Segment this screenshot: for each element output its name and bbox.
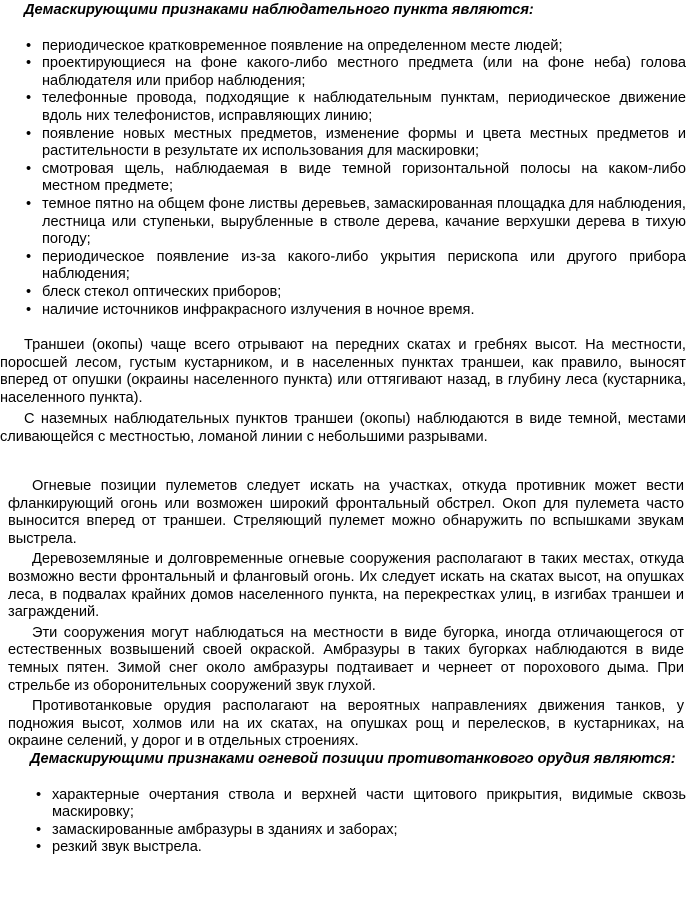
antitank-heading: Демаскирующими признаками огневой позиции противотанкового орудия являются:	[30, 750, 676, 767]
antitank-signs-list	[0, 787, 690, 857]
machine-gun-paragraph: Огневые позиции пулеметов следует искать на участках, откуда противник может вести фланкирующий огонь или возможен широкий фронтальный обстрел. Окоп для пулемета часто выносится вперед от траншеи. Стреляющий пулемет можно обнаружить по вспышками звукам выстрела.	[8, 478, 684, 547]
observation-signs-list	[0, 38, 690, 320]
list-item: • появление новых местных предметов, изменение формы и цвета местных предметов и растительности в результате их использования для маскировки;	[0, 126, 690, 161]
list-item: • темное пятно на общем фоне листвы деревьев, замаскированная площадка для наблюдения, лестница или ступеньки, вырубленные в стволе дерева, качание верхушки дерева в тихую погоду;	[0, 196, 690, 249]
antitank-paragraph: Противотанковые орудия располагают на вероятных направлениях движения танков, у подножия высот, холмов или на их скатах, на опушках рощ и перелесков, в кустарниках, на окраине селений, у дорог и в отдельных строениях.	[8, 698, 684, 750]
observation-heading: Демаскирующими признаками наблюдательного пункта являются:	[24, 2, 534, 18]
observation-section	[0, 0, 690, 447]
list-item: • периодическое появление из-за какого-либо укрытия перископа или другого прибора наблюдения;	[0, 249, 690, 284]
list-item: • телефонные провода, подходящие к наблюдательным пунктам, периодическое движение вдоль них телефонистов, исправляющих линию;	[0, 90, 690, 125]
list-item: • характерные очертания ствола и верхней части щитового прикрытия, видимые сквозь маскировку;	[0, 787, 690, 822]
trenches-paragraph-2: С наземных наблюдательных пунктов траншеи (окопы) наблюдаются в виде темной, местами сливающейся с местностью, ломаной линии с небольшими разрывами.	[0, 411, 686, 446]
list-item: • замаскированные амбразуры в зданиях и заборах;	[0, 822, 690, 840]
list-item: • блеск стекол оптических приборов;	[0, 284, 690, 302]
list-item: • смотровая щель, наблюдаемая в виде темной горизонтальной полосы на каком-либо местном предмете;	[0, 161, 690, 196]
trenches-paragraph-1: Траншеи (окопы) чаще всего отрывают на передних скатах и гребнях высот. На местности, поросшей лесом, густым кустарником, и в населенных пунктах траншеи, как правило, выносят вперед от опушки (окраины населенного пункта) или оттягивают назад, в глубину леса (кустарника, населенного пункта).	[0, 337, 686, 406]
list-item: • наличие источников инфракрасного излучения в ночное время.	[0, 302, 690, 320]
list-item: • периодическое кратковременное появление на определенном месте людей;	[0, 38, 690, 56]
list-item: • проектирующиеся на фоне какого-либо местного предмета (или на фоне неба) голова наблюдателя или прибор наблюдения;	[0, 55, 690, 90]
firing-positions-section	[0, 478, 690, 857]
fortifications-paragraph-2: Эти сооружения могут наблюдаться на местности в виде бугорка, иногда отличающегося от естественных возвышений своей окраской. Амбразуры в таких бугорках наблюдаются в виде темных пятен. Зимой снег около амбразуры подтаивает и чернеет от порохового дыма. При стрельбе из оборонительных сооружений звук глухой.	[8, 624, 684, 694]
list-item: • резкий звук выстрела.	[0, 839, 690, 857]
fortifications-paragraph-1: Деревоземляные и долговременные огневые сооружения располагают в таких местах, откуда возможно вести фронтальный и фланговый огонь. Их следует искать на скатах высот, на опушках леса, в подвалах крайних домов населенного пункта, на перекрестках улиц, в изгибах траншеи и заграждений.	[8, 551, 684, 621]
